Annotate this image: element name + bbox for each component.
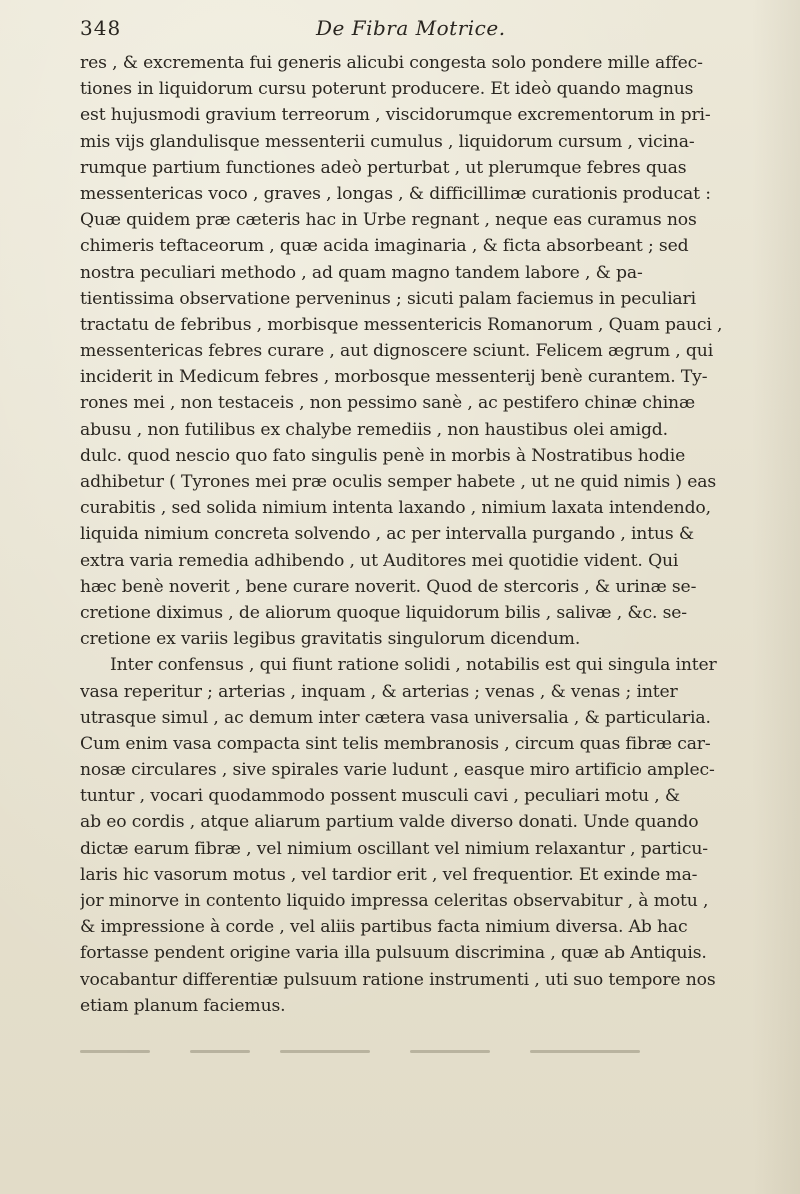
text-line: & impressione à corde , vel aliis partibus facta nimium diversa. Ab hac <box>80 917 688 938</box>
text-line: ab eo cordis , atque aliarum partium valde diverso donati. Unde quando <box>80 812 699 833</box>
text-line: hæc benè noverit , bene curare noverit. Quod de stercoris , & urinæ se- <box>80 576 697 597</box>
text-line: liquida nimium concreta solvendo , ac per intervalla purgando , intus & <box>80 524 695 545</box>
text-line: jor minorve in contento liquido impressa celeritas observabitur , à motu , <box>80 891 709 911</box>
text-line: Cum enim vasa compacta sint telis membranosis , circum quas fibræ car- <box>80 733 711 754</box>
text-line: vasa reperitur ; arterias , inquam , & arterias ; venas , & venas ; inter <box>80 681 678 702</box>
text-line: est hujusmodi gravium terreorum , viscidorumque excrementorum in pri- <box>80 105 711 126</box>
text-line: etiam planum faciemus. <box>80 995 286 1016</box>
show-through-ink <box>80 1040 680 1080</box>
text-line: messentericas febres curare , aut dignoscere sciunt. Felicem ægrum , qui <box>80 341 714 362</box>
text-line: fortasse pendent origine varia illa pulsuum discrimina , quæ ab Antiquis. <box>80 943 707 964</box>
text-line: cretione ex variis legibus gravitatis singulorum dicendum. <box>80 629 581 650</box>
text-line: nostra peculiari methodo , ad quam magno tandem labore , & pa- <box>80 262 643 283</box>
text-line: tuntur , vocari quodammodo possent musculi cavi , peculiari motu , & <box>80 786 680 807</box>
text-line: dictæ earum fibræ , vel nimium oscillant vel nimium relaxantur , particu- <box>80 838 708 859</box>
text-line: nosæ circulares , sive spirales varie ludunt , easque miro artificio amplec- <box>80 760 715 781</box>
text-line: rones mei , non testaceis , non pessimo sanè , ac pestifero chinæ chinæ <box>80 393 695 414</box>
text-line: extra varia remedia adhibendo , ut Auditores mei quotidie vident. Qui <box>80 550 679 571</box>
bleed-mark <box>410 1050 490 1053</box>
page-edge-shadow <box>752 0 800 1194</box>
text-line: utrasque simul , ac demum inter cætera vasa universalia , & particularia. <box>80 707 711 728</box>
text-line: chimeris teftaceorum , quæ acida imaginaria , & ficta absorbeant ; sed <box>80 236 689 257</box>
bleed-mark <box>530 1050 640 1053</box>
bleed-mark <box>280 1050 370 1053</box>
bleed-mark <box>80 1050 150 1053</box>
text-line: mis vijs glandulisque messenterii cumulus , liquidorum cursum , vicina- <box>80 131 695 152</box>
text-line: rumque partium functiones adeò perturbat , ut plerumque febres quas <box>80 157 687 178</box>
text-line: cretione diximus , de aliorum quoque liquidorum bilis , salivæ , &c. se- <box>80 602 687 623</box>
text-line: res , & excrementa fui generis alicubi congesta solo pondere mille affec- <box>80 53 703 73</box>
text-line: Quæ quidem præ cæteris hac in Urbe regnant , neque eas curamus nos <box>80 210 697 231</box>
page-number: 348 <box>80 16 122 40</box>
text-line: dulc. quod nescio quo fato singulis penè in morbis à Nostratibus hodie <box>80 445 686 466</box>
paragraph-start-line: Inter confensus , qui fiunt ratione solidi , notabilis est qui singula inter <box>110 655 717 676</box>
text-line: laris hic vasorum motus , vel tardior erit , vel frequentior. Et exinde ma- <box>80 864 698 885</box>
text-line: tiones in liquidorum cursu poterunt producere. Et ideò quando magnus <box>80 79 694 100</box>
text-line: adhibetur ( Tyrones mei præ oculis semper habete , ut ne quid nimis ) eas <box>80 472 717 492</box>
text-line: tractatu de febribus , morbisque messentericis Romanorum , Quam pauci , <box>80 314 723 335</box>
text-line: abusu , non futilibus ex chalybe remediis , non haustibus olei amigd. <box>80 419 668 440</box>
body-text <box>80 50 740 1019</box>
text-line: messentericas voco , graves , longas , & difficillimæ curationis producat : <box>80 183 711 204</box>
text-line: tientissima observatione perveninus ; sicuti palam faciemus in peculiari <box>80 288 696 309</box>
text-line: inciderit in Medicum febres , morbosque messenterij benè curantem. Ty- <box>80 367 708 388</box>
running-title: De Fibra Motrice. <box>316 16 506 40</box>
bleed-mark <box>190 1050 250 1053</box>
text-line: curabitis , sed solida nimium intenta laxando , nimium laxata intendendo, <box>80 498 711 519</box>
text-line: vocabantur differentiæ pulsuum ratione instrumenti , uti suo tempore nos <box>80 969 716 990</box>
page-header <box>80 16 720 46</box>
